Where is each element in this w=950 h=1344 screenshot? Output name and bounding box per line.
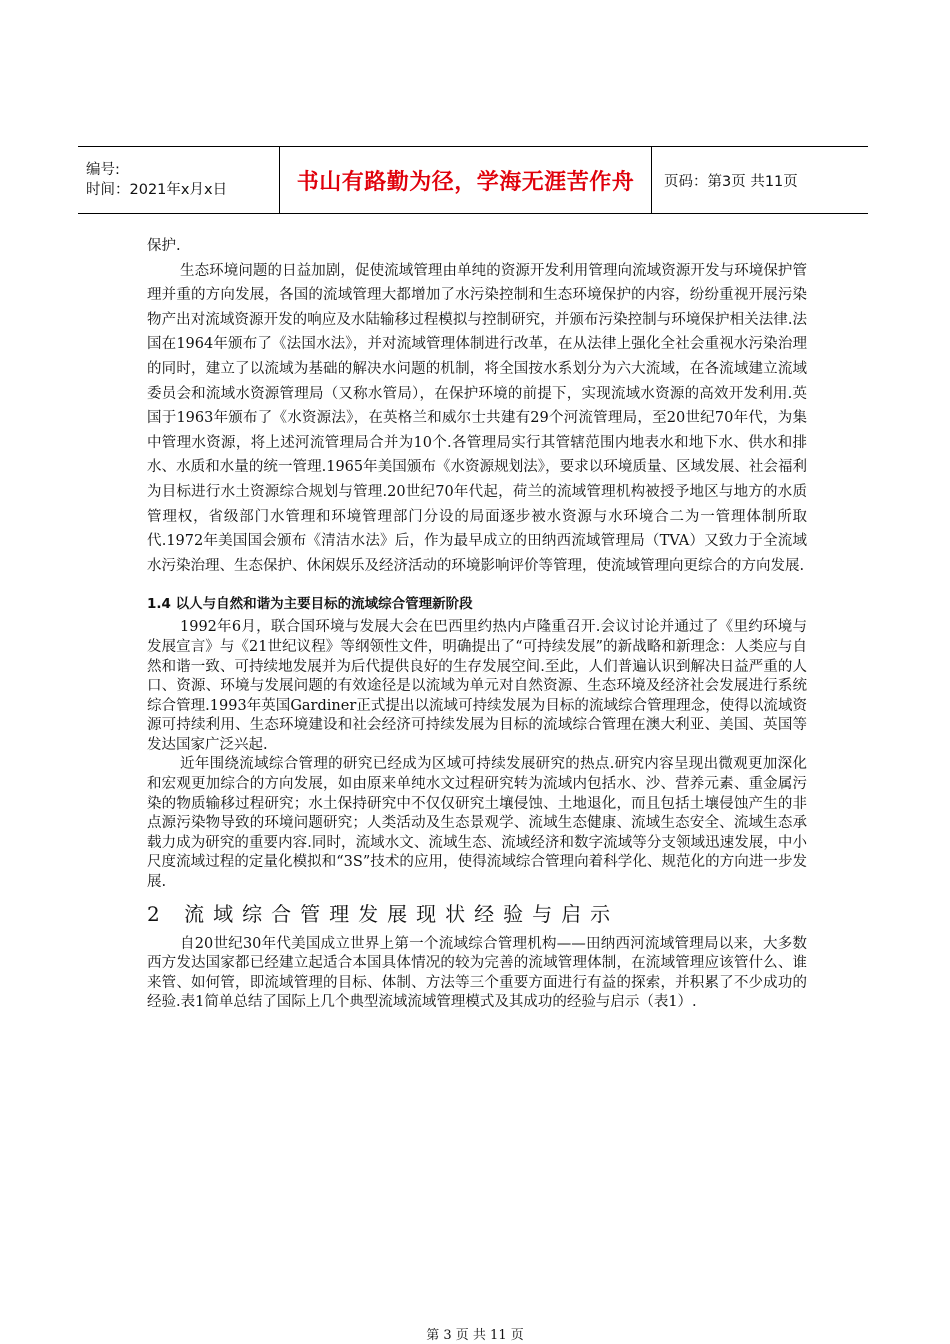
document-body (147, 234, 807, 1013)
header-meta-cell (78, 147, 280, 213)
header-page-cell (652, 147, 868, 213)
paragraph-since-1930s: 自20世纪30年代美国成立世界上第一个流域综合管理机构——田纳西河流域管理局以来，大多数西方发达国家都已经建立起适合本国具体情况的较为完善的流域管理体制，在流域管理应该管什么、谁来管、如何管，即流域管理的目标、体制、方法等三个重要方面进行有益的探索，并积累了不少成功的经验.表1简单总结了国际上几个典型流域流域管理模式及其成功的经验与启示（表1）. (147, 935, 807, 1011)
motto-text: 书山有路勤为径，学海无涯苦作舟 (296, 169, 635, 195)
section-heading-2: 2 流域综合管理发展现状经验与启示 (147, 901, 620, 926)
time-label: 时间：2021年x月x日 (86, 182, 228, 198)
paragraph-recent-research: 近年围绕流域综合管理的研究已经成为区域可持续发展研究的热点.研究内容呈现出微观更加深化和宏观更加综合的方向发展，如由原来单纯水文过程研究转为流域内包括水、沙、营养元素、重金属污染的物质输移过程研究；水土保持研究中不仅仅研究土壤侵蚀、土地退化，而且包括土壤侵蚀产生的非点源污染物导致的环境问题研究；人类活动及生态景观学、流域生态健康、流域生态安全、流域生态承载力成为研究的重要内容.同时，流域水文、流域生态、流域经济和数字流域等分支领域迅速发展，中小尺度流域过程的定量化模拟和“3S”技术的应用，使得流域综合管理向着科学化、规范化的方向进一步发展. (147, 756, 807, 891)
page-info: 页码：第3页 共11页 (664, 173, 798, 190)
header-motto-cell (280, 147, 652, 213)
paragraph-1992: 1992年6月，联合国环境与发展大会在巴西里约热内卢隆重召开.会议讨论并通过了《里约环境与发展宣言》与《21世纪议程》等纲领性文件，明确提出了“可持续发展”的新战略和新理念：人类应与自然和谐一致、可持续地发展并为后代提供良好的生存发展空间.至此，人们普遍认识到解决日益严重的人口、资源、环境与发展问题的有效途径是以流域为单元对自然资源、生态环境及经济社会发展进行系统综合管理.1993年英国Gardiner正式提出以流域可持续发展为目标的流域综合管理理念，使得以流域资源可持续利用、生态环境建设和社会经济可持续发展为目标的流域综合管理在澳大利亚、美国、英国等发达国家广泛兴起. (147, 619, 807, 753)
section-heading-1-4: 1.4 以人与自然和谐为主要目标的流域综合管理新阶段 (147, 596, 473, 613)
number-label: 编号: (86, 162, 120, 178)
paragraph-continuation: 保护. (147, 238, 181, 254)
page-number-footer: 第 3 页 共 11 页 (426, 1328, 524, 1343)
page-header (78, 146, 868, 214)
paragraph-eco-environment: 生态环境问题的日益加剧，促使流域管理由单纯的资源开发利用管理向流域资源开发与环境保护管理并重的方向发展，各国的流域管理大都增加了水污染控制和生态环境保护的内容，纷纷重视开展污染物产出对流域资源开发的响应及水陆输移过程模拟与控制研究，并颁布污染控制与环境保护相关法律.法国在1964年颁布了《法国水法》，并对流域管理体制进行改革，在从法律上强化全社会重视水污染治理的同时，建立了以流域为基础的解决水问题的机制，将全国按水系划分为六大流域，在各流域建立流域委员会和流域水资源管理局（又称水管局），在保护环境的前提下，实现流域水资源的高效开发利用.英国于1963年颁布了《水资源法》，在英格兰和威尔士共建有29个河流管理局，至20世纪70年代，为集中管理水资源，将上述河流管理局合并为10个.各管理局实行其管辖范围内地表水和地下水、供水和排水、水质和水量的统一管理.1965年美国颁布《水资源规划法》，要求以环境质量、区域发展、社会福利为目标进行水土资源综合规划与管理.20世纪70年代起，荷兰的流域管理机构被授予地区与地方的水质管理权，省级部门水管理和环境管理部门分设的局面逐步被水资源与水环境合二为一管理体制所取代.1972年美国国会颁布《清洁水法》后，作为最早成立的田纳西流域管理局（TVA）又致力于全流域水污染治理、生态保护、休闲娱乐及经济活动的环境影响评价等管理，使流域管理向更综合的方向发展. (147, 262, 807, 574)
